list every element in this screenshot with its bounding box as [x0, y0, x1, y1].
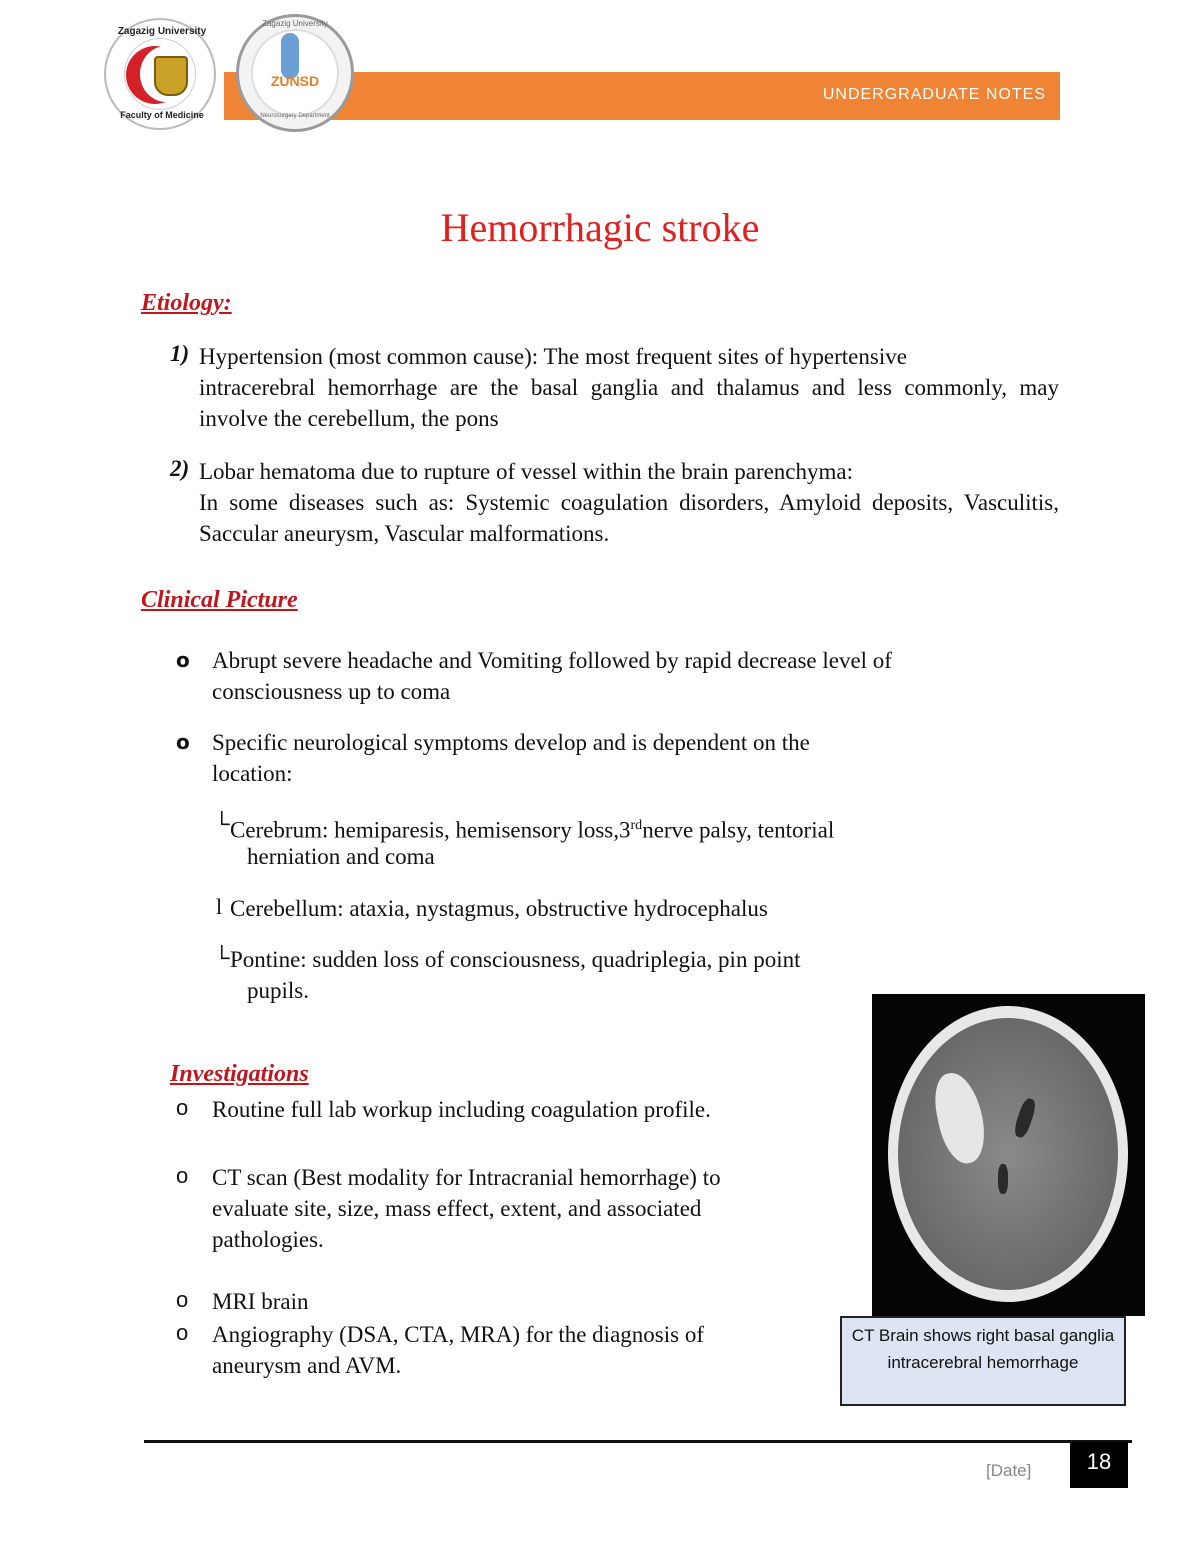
investigations-heading: Investigations	[170, 1061, 309, 1087]
page-number: 18	[1070, 1442, 1128, 1488]
ordinal-suffix: rd	[630, 818, 643, 833]
brain-parenchyma	[898, 1018, 1118, 1290]
etiology-item-1-rest: intracerebral hemorrhage are the basal ganglia and thalamus and less commonly, may involve the cerebellum, the pons	[199, 375, 1059, 431]
page-title: Hemorrhagic stroke	[440, 205, 760, 250]
etiology-item-2-line1: Lobar hematoma due to rupture of vessel within the brain parenchyma:	[199, 459, 854, 484]
investigation-item-4-line1: Angiography (DSA, CTA, MRA) for the diagnosis of	[212, 1322, 704, 1347]
bullet-icon: o	[176, 730, 190, 754]
zunsd-logo	[236, 14, 354, 132]
logo2-bottom-text: Neurosurgery Department	[260, 113, 330, 119]
investigation-item-3: MRI brain	[212, 1289, 309, 1314]
sub-bullet-icon: └	[214, 811, 230, 836]
clinical-item-1-line1: Abrupt severe headache and Vomiting followed by rapid decrease level of	[212, 648, 892, 673]
etiology-item-1-line1: Hypertension (most common cause): The most frequent sites of hypertensive	[199, 344, 907, 369]
footer-rule	[144, 1440, 1132, 1443]
investigation-item-2-line1: CT scan (Best modality for Intracranial hemorrhage) to	[212, 1165, 721, 1190]
investigation-item-4-line2: aneurysm and AVM.	[212, 1353, 402, 1378]
clinical-sub-pontine-line1: Pontine: sudden loss of consciousness, quadriplegia, pin point	[230, 947, 801, 972]
bullet-icon: o	[176, 1163, 189, 1188]
clinical-sub-pontine-line2: pupils.	[247, 978, 309, 1003]
bullet-icon: o	[176, 648, 190, 672]
ventricle	[998, 1164, 1008, 1194]
cerebrum-text-b: nerve palsy, tentorial	[642, 817, 835, 843]
clinical-item-2-line2: location:	[212, 761, 293, 786]
clinical-item-2-line1: Specific neurological symptoms develop and is dependent on the	[212, 730, 810, 755]
clinical-item-1-line2: consciousness up to coma	[212, 679, 451, 704]
sub-bullet-icon: l	[216, 894, 223, 919]
bullet-icon: o	[176, 1287, 189, 1312]
banner-text: UNDERGRADUATE NOTES	[822, 86, 1046, 103]
clinical-sub-cerebrum-line2: herniation and coma	[247, 844, 435, 869]
faculty-of-medicine-logo	[104, 18, 216, 130]
footer-date: [Date]	[986, 1461, 1032, 1480]
investigation-item-2-line3: pathologies.	[212, 1227, 324, 1252]
logo1-top-text: Zagazig University	[117, 26, 207, 37]
logo1-bottom-text: Faculty of Medicine	[120, 110, 204, 120]
etiology-heading: Etiology:	[141, 290, 232, 316]
clinical-sub-cerebellum: Cerebellum: ataxia, nystagmus, obstructive hydrocephalus	[230, 896, 768, 921]
logo2-top-text: Zagazig University	[262, 19, 328, 28]
figure-caption: CT Brain shows right basal ganglia intracerebral hemorrhage	[840, 1316, 1126, 1406]
sub-bullet-icon: └	[214, 945, 230, 970]
cerebrum-text-a: Cerebrum: hemiparesis, hemisensory loss,3	[230, 817, 631, 843]
bullet-icon: o	[176, 1320, 189, 1345]
university-emblem-icon	[154, 56, 188, 96]
etiology-item-2-rest: In some diseases such as: Systemic coagulation disorders, Amyloid deposits, Vasculitis, Saccular aneurysm, Vascular malformations.	[199, 490, 1059, 546]
investigation-item-1: Routine full lab workup including coagulation profile.	[212, 1097, 711, 1122]
ct-brain-image	[872, 994, 1145, 1316]
clinical-picture-heading: Clinical Picture	[141, 587, 298, 613]
investigation-item-2-line2: evaluate site, size, mass effect, extent, and associated	[212, 1196, 702, 1221]
etiology-item-number: 2)	[170, 456, 190, 481]
etiology-item-number: 1)	[170, 341, 190, 366]
logo2-name: ZUNSD	[270, 73, 320, 89]
bullet-icon: o	[176, 1095, 189, 1120]
